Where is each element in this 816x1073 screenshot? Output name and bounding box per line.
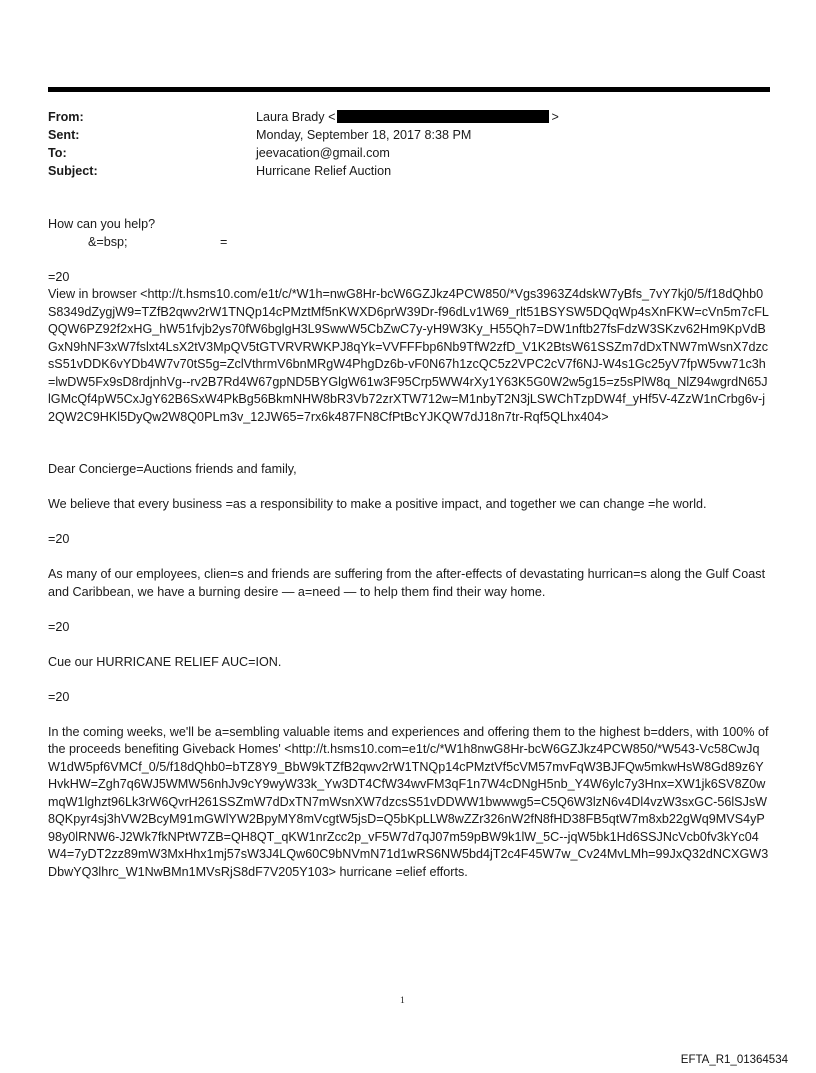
sent-row [48,126,748,144]
sent-value: Monday, September 18, 2017 8:38 PM [256,128,472,142]
view-in-browser-link[interactable]: View in browser <http://t.hsms10.com/e1t/c/*W1h=nwG8Hr-bcW6GZJkz4PCW850/*Vgs3963Z4dskW7yBfs_7vY7kj0/5/f18dQhb0S8349dZygjW9=TZfB2qwv2rW1TNQp14cPMztMf5nKWXD6prW39Dr-f96dLv1W69_rlt51BSYSW5DQqWp4sXnFKW=cVn5m7cFLQQW6PZ92f2xHG_hW51fvjb2ys70fW6bglgH3L9SwwW5CbZwC7y-yH9W3Ky_H55Qh7=DW1nftb27fsFdzW3SKzv62Hm9KpVdBGxN9hNF3xW7fslxt4LsX2tV3MpQV5tGTVRVRWKPJ8qYk=VVFFFbp6Nb9TfW2zfD_V1K2BtsW61SSZm7dDxTNW7mWsnX7dzcsS51vDDK6vYDb4W7v70tS5g=ZclVthrmV6bnMRgW4PhgDz6b-vF0N67h1zcQC5z2VPC2cV7f6NJ-W4s1Gc25yV7fpW5vw71c3h=lwDW5Fx9sD8rdjnhVg--rv2B7Rd4W67gpND5BYGlgW61w3F95Crp5WW4rXy1Y63K5G0W2w5g15=z5sPlW8q_NlZ94wgrdN65JlGMcQf4pW5CxJgY62B6SxW4PkBg56BkmNHW8bR3Vb72zrXTW712w=M1nbyT2N3jLSWChTzpDW4f_yHf5V-4ZzW1nCrbg6v-j2QW2C9HKl5DyQw2W8Q0PLm3v_12JW65=7rx6k487FN8CfPtBcYJKQW7dJ18n7tr-Rqf5QLhx404> [48,287,769,424]
subject-value: Hurricane Relief Auction [256,164,392,178]
from-end: > [551,110,559,124]
from-label: From: [48,110,84,124]
top-rule [48,87,770,92]
body-line: How can you help? [48,217,156,231]
from-row [48,108,748,126]
sent-label: Sent: [48,128,80,142]
body-fragment: &=bsp; [88,234,128,249]
document-id: EFTA_R1_01364534 [680,1054,788,1066]
to-row [48,144,748,162]
email-body [48,216,770,881]
email-header [48,108,748,180]
paragraph: =20 [48,689,70,704]
paragraph-with-link[interactable]: In the coming weeks, we'll be a=sembling valuable items and experiences and offering them to the highest b=dders, with 100% of the proceeds benefiting Giveback Homes' <http://t.hsms10.com=e1t/c/*W1h8nwG8Hr-bcW6GZJkz4PCW850/*W543-Vc58CwJqW1dW5pf6VMCf_0/5/f18dQhb0=bTZ8Y9_BbW9kTZfB2qwv2rW1TNQp14cPMztVf5cVM57mvFqW3BJFQw5mkwHsW8Gd89z6YHvkHW=Zgh7q6WJ5WMW56nhJv9cY9wyW33k_Yw3DT4CfW34wvFM3qF1n7W4cDNgH5nb_Y4W6ylc7y3Hnx=XW1jk6SV8Z0wmqW1lghzt96Lk3rW6QvrH261SSZmW7dDxTN7mWsnXW7dzcsS51vDDWW1bwwwg5=C5Q6W3lzN6v4Dl4vzW3sxGC-56lSJsW8QKpyr4sj3hVW2BcyM91mGWlYW2BpyMY8mVcgtW5jsD=Q5bKpLLW8wZZr326nW2fN8fHD38FB5qtW7m8xb22gWq9MVS4yP98y0lRNW6-J2Wk7fkNPtW7ZB=QH8QT_qKW1nrZcc2p_vF5W7d7qJ07m59pBW9k1lW_5C--jqW5bk1Hd6SSJNcVcb0fv3kYc04W4=7yDT2zz89mW3MxHhx1mj57sW3J4LQw60C9bNVmN71d1wRS6NW5bd4jT2c4F45W7w_Cv24MvLMh=99JxQ32dNCXGW3DbwYQ3lhrc_W1NwBMn1MVsRjS8dF7V205Y103> hurricane =elief efforts. [48,724,769,879]
subject-label: Subject: [48,164,98,178]
paragraph: As many of our employees, clien=s and friends are suffering from the after-effects of devastating hurrican=s along the Gulf Coast and Caribbean, we have a burning desire — a=need — to help them find their way home. [48,567,766,599]
greeting: Dear Concierge=Auctions friends and family, [48,462,297,476]
paragraph: Cue our HURRICANE RELIEF AUC=ION. [48,654,282,669]
from-name: Laura Brady < [256,110,336,124]
body-line [48,234,770,252]
page-number: 1 [400,996,405,1006]
to-label: To: [48,146,67,160]
paragraph: We believe that every business =as a responsibility to make a positive impact, and together we can change =he world. [48,497,707,511]
paragraph: =20 [48,532,70,546]
body-fragment: = [220,234,228,249]
to-value: jeevacation@gmail.com [256,146,390,160]
body-line: =20 [48,269,70,284]
subject-row [48,162,748,180]
from-value [256,108,559,126]
paragraph: =20 [48,619,70,634]
redaction-bar [337,110,549,123]
